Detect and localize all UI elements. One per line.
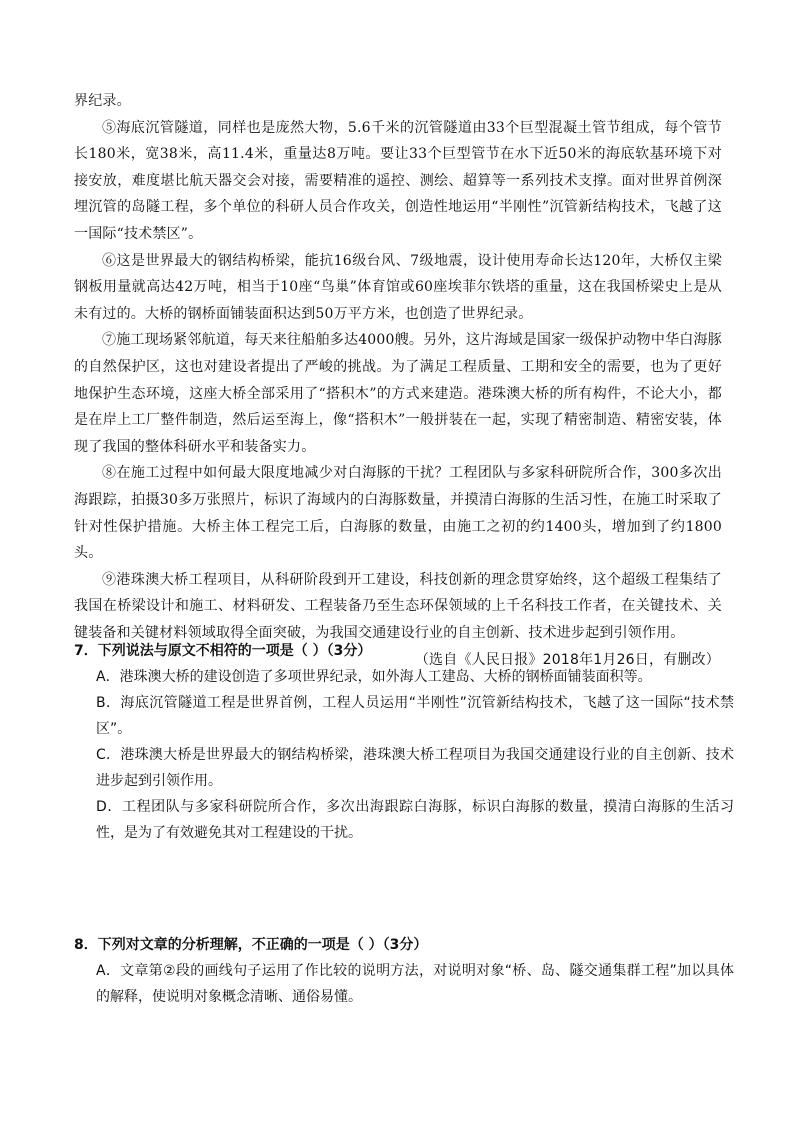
question-7-option-a: A．港珠澳大桥的建设创造了多项世界纪录，如外海人工建岛、大桥的钢桥面铺装面积等。 bbox=[96, 669, 652, 685]
reading-passage bbox=[74, 88, 722, 673]
question-8-stem: 8．下列对文章的分析理解，不正确的一项是（ ）（3分） bbox=[74, 937, 428, 953]
question-8-option-a: A．文章第②段的画线句子运用了作比较的说明方法，对说明对象“桥、岛、隧交通集群工程”加以具体的解释，使说明对象概念清晰、通俗易懂。 bbox=[96, 963, 734, 1005]
paragraph-tail: 界纪录。 bbox=[74, 93, 131, 109]
question-7-stem: 7．下列说法与原文不相符的一项是（ ）（3分） bbox=[74, 643, 372, 659]
question-7-option-b: B．海底沉管隧道工程是世界首例，工程人员运用“半刚性”沉管新结构技术，飞越了这一国际“技术禁区”。 bbox=[96, 695, 734, 737]
paragraph-6: ⑥这是世界最大的钢结构桥梁，能抗16级台风、7级地震，设计使用寿命长达120年，大桥仅主梁钢板用量就高达42万吨，相当于10座“鸟巢”体育馆或60座埃菲尔铁塔的重量，这在我国桥梁史上是从未有过的。大桥的钢桥面铺装面积达到50万平方米，也创造了世界纪录。 bbox=[74, 252, 722, 322]
question-8 bbox=[74, 932, 734, 1010]
paragraph-7: ⑦施工现场紧邻航道，每天来往船舶多达4000艘。另外，这片海域是国家一级保护动物中华白海豚的自然保护区，这也对建设者提出了严峻的挑战。为了满足工程质量、工期和安全的需要，也为了更好地保护生态环境，这座大桥全部采用了“搭积木”的方式来建造。港珠澳大桥的所有构件，不论大小，都是在岸上工厂整件制造，然后运至海上，像“搭积木”一般拼装在一起，实现了精密制造、精密安装，体现了我国的整体科研水平和装备实力。 bbox=[74, 332, 722, 455]
paragraph-5: ⑤海底沉管隧道，同样也是庞然大物，5.6千米的沉管隧道由33个巨型混凝土管节组成，每个管节长180米，宽38米，高11.4米，重量达8万吨。要让33个巨型管节在水下近50米的海底软基环境下对接安放，难度堪比航天器交会对接，需要精准的遥控、测绘、超算等一系列技术支撑。面对世界首例深埋沉管的岛隧工程，多个单位的科研人员合作攻关，创造性地运用“半刚性”沉管新结构技术，飞越了这一国际“技术禁区”。 bbox=[74, 119, 722, 242]
source-citation: （选自《人民日报》2018年1月26日，有删改） bbox=[414, 652, 720, 669]
paragraph-9: ⑨港珠澳大桥工程项目，从科研阶段到开工建设，科技创新的理念贯穿始终，这个超级工程集结了我国在桥梁设计和施工、材料研发、工程装备乃至生态环保领域的上千名科技工作者，在关键技术、关键装备和关键材料领域取得全面突破，为我国交通建设行业的自主创新、技术进步起到引领作用。 bbox=[74, 571, 722, 641]
paragraph-8: ⑧在施工过程中如何最大限度地减少对白海豚的干扰？工程团队与多家科研院所合作，300多次出海跟踪，拍摄30多万张照片，标识了海域内的白海豚数量，并摸清白海豚的生活习性，在施工时采取了针对性保护措施。大桥主体工程完工后，白海豚的数量，由施工之初的约1400头，增加到了约1800头。 bbox=[74, 465, 722, 562]
question-7 bbox=[74, 638, 734, 846]
question-7-option-d: D．工程团队与多家科研院所合作，多次出海跟踪白海豚，标识白海豚的数量，摸清白海豚的生活习性，是为了有效避免其对工程建设的干扰。 bbox=[96, 799, 734, 841]
question-7-option-c: C．港珠澳大桥是世界最大的钢结构桥梁，港珠澳大桥工程项目为我国交通建设行业的自主创新、技术进步起到引领作用。 bbox=[96, 747, 734, 789]
